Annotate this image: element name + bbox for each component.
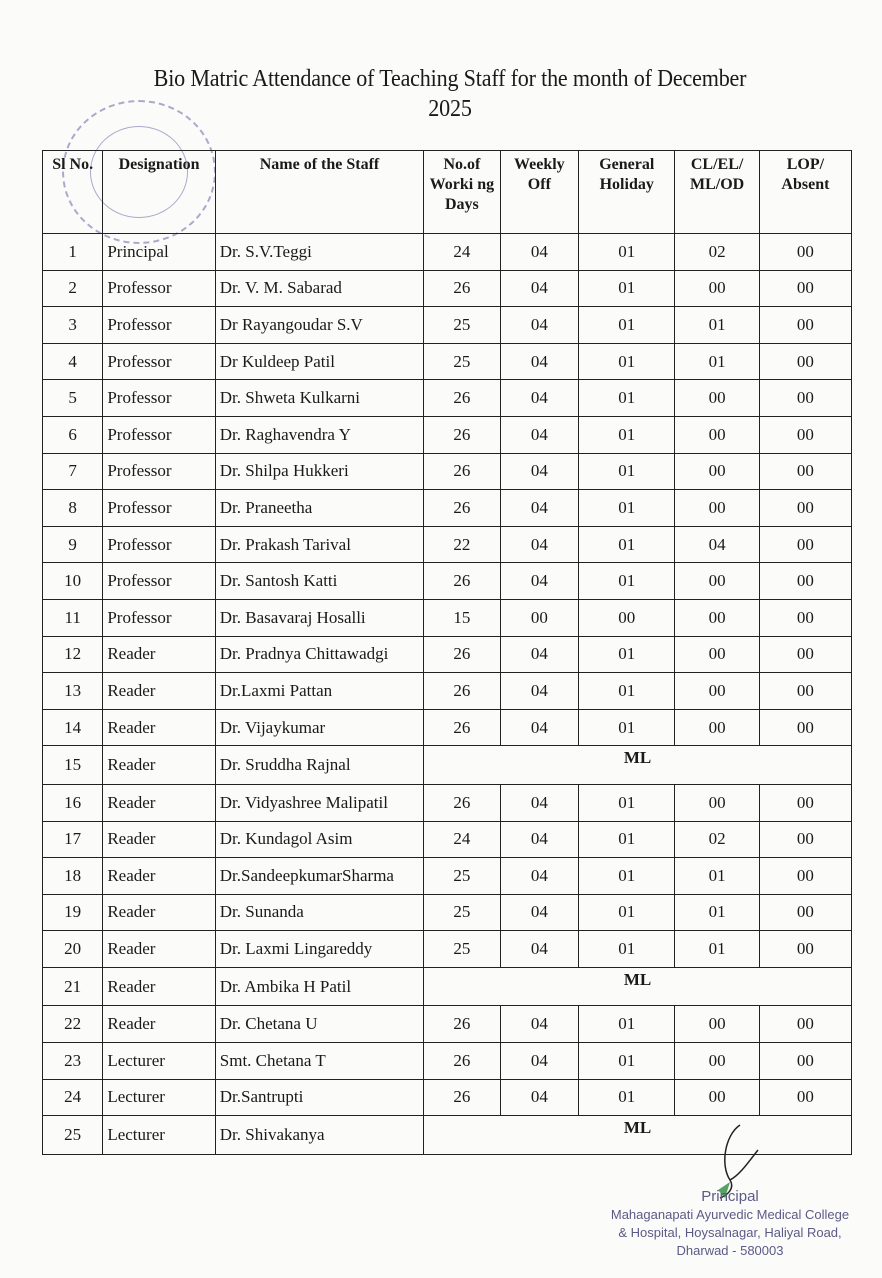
cell-designation: Professor	[103, 563, 215, 600]
cell-name: Dr. Vidyashree Malipatil	[215, 784, 423, 821]
cell-general-holiday: 01	[579, 343, 675, 380]
table-row	[43, 967, 852, 1006]
cell-leave: 00	[675, 784, 759, 821]
table-row	[43, 894, 852, 931]
cell-leave: 00	[675, 673, 759, 710]
cell-general-holiday: 01	[579, 234, 675, 271]
cell-name: Dr. Basavaraj Hosalli	[215, 599, 423, 636]
cell-lop-absent: 00	[759, 1043, 851, 1080]
cell-general-holiday: 01	[579, 453, 675, 490]
cell-general-holiday: 01	[579, 821, 675, 858]
cell-designation: Professor	[103, 453, 215, 490]
cell-name: Dr. Santosh Katti	[215, 563, 423, 600]
cell-weekly-off: 04	[500, 636, 579, 673]
cell-sl-no: 24	[43, 1079, 103, 1116]
cell-weekly-off: 04	[500, 784, 579, 821]
cell-lop-absent: 00	[759, 526, 851, 563]
cell-leave: 00	[675, 636, 759, 673]
cell-working-days: 26	[424, 673, 500, 710]
cell-general-holiday: 01	[579, 307, 675, 344]
cell-leave: 01	[675, 894, 759, 931]
cell-leave: 04	[675, 526, 759, 563]
cell-sl-no: 16	[43, 784, 103, 821]
cell-name: Dr. Kundagol Asim	[215, 821, 423, 858]
cell-leave: 01	[675, 858, 759, 895]
cell-weekly-off: 04	[500, 1079, 579, 1116]
title-line-2: 2025	[428, 96, 472, 122]
cell-weekly-off: 04	[500, 490, 579, 527]
cell-lop-absent: 00	[759, 709, 851, 746]
cell-leave: 00	[675, 416, 759, 453]
table-row	[43, 453, 852, 490]
cell-designation: Principal	[103, 234, 215, 271]
header-designation: Designation	[103, 151, 215, 234]
cell-designation: Reader	[103, 746, 215, 785]
table-row	[43, 416, 852, 453]
cell-general-holiday: 01	[579, 709, 675, 746]
cell-lop-absent: 00	[759, 343, 851, 380]
footer-role: Principal	[701, 1188, 759, 1205]
table-row	[43, 931, 852, 968]
cell-designation: Lecturer	[103, 1043, 215, 1080]
cell-sl-no: 8	[43, 490, 103, 527]
cell-designation: Professor	[103, 599, 215, 636]
cell-weekly-off: 04	[500, 270, 579, 307]
table-row	[43, 636, 852, 673]
cell-designation: Reader	[103, 894, 215, 931]
cell-designation: Lecturer	[103, 1116, 215, 1155]
cell-designation: Professor	[103, 270, 215, 307]
cell-leave: 00	[675, 1043, 759, 1080]
cell-general-holiday: 01	[579, 673, 675, 710]
table-row	[43, 380, 852, 417]
cell-designation: Professor	[103, 343, 215, 380]
cell-sl-no: 15	[43, 746, 103, 785]
cell-working-days: 26	[424, 636, 500, 673]
cell-lop-absent: 00	[759, 490, 851, 527]
cell-weekly-off: 04	[500, 673, 579, 710]
cell-general-holiday: 01	[579, 526, 675, 563]
cell-lop-absent: 00	[759, 931, 851, 968]
cell-name: Dr. Sunanda	[215, 894, 423, 931]
cell-lop-absent: 00	[759, 416, 851, 453]
cell-working-days: 25	[424, 343, 500, 380]
cell-designation: Reader	[103, 673, 215, 710]
cell-sl-no: 18	[43, 858, 103, 895]
cell-name: Dr. Shivakanya	[215, 1116, 423, 1155]
cell-designation: Professor	[103, 490, 215, 527]
cell-weekly-off: 04	[500, 380, 579, 417]
cell-lop-absent: 00	[759, 858, 851, 895]
cell-general-holiday: 01	[579, 1043, 675, 1080]
footer-line-3: Dharwad - 580003	[676, 1243, 784, 1258]
cell-working-days: 26	[424, 490, 500, 527]
cell-name: Dr. Praneetha	[215, 490, 423, 527]
cell-name: Dr. V. M. Sabarad	[215, 270, 423, 307]
cell-general-holiday: 01	[579, 784, 675, 821]
cell-leave-status: ML	[424, 967, 852, 1006]
cell-sl-no: 4	[43, 343, 103, 380]
cell-sl-no: 5	[43, 380, 103, 417]
cell-leave: 01	[675, 343, 759, 380]
cell-lop-absent: 00	[759, 563, 851, 600]
cell-lop-absent: 00	[759, 453, 851, 490]
cell-weekly-off: 04	[500, 931, 579, 968]
cell-leave: 00	[675, 270, 759, 307]
cell-general-holiday: 01	[579, 1006, 675, 1043]
table-header-row	[43, 151, 852, 234]
cell-sl-no: 11	[43, 599, 103, 636]
cell-name: Dr Kuldeep Patil	[215, 343, 423, 380]
attendance-table	[42, 150, 852, 1155]
cell-general-holiday: 01	[579, 1079, 675, 1116]
cell-leave: 00	[675, 1079, 759, 1116]
cell-designation: Reader	[103, 784, 215, 821]
cell-working-days: 26	[424, 270, 500, 307]
cell-lop-absent: 00	[759, 784, 851, 821]
cell-leave: 00	[675, 599, 759, 636]
cell-weekly-off: 04	[500, 343, 579, 380]
cell-general-holiday: 01	[579, 563, 675, 600]
cell-name: Dr. Sruddha Rajnal	[215, 746, 423, 785]
cell-lop-absent: 00	[759, 821, 851, 858]
cell-name: Dr.Laxmi Pattan	[215, 673, 423, 710]
header-leave: CL/EL/ ML/OD	[675, 151, 759, 234]
cell-sl-no: 19	[43, 894, 103, 931]
cell-designation: Reader	[103, 709, 215, 746]
footer-line-2: & Hospital, Hoysalnagar, Haliyal Road,	[618, 1225, 842, 1240]
cell-working-days: 22	[424, 526, 500, 563]
cell-leave: 00	[675, 563, 759, 600]
cell-sl-no: 9	[43, 526, 103, 563]
cell-working-days: 26	[424, 416, 500, 453]
cell-leave: 02	[675, 821, 759, 858]
cell-lop-absent: 00	[759, 1079, 851, 1116]
table-row	[43, 270, 852, 307]
cell-weekly-off: 04	[500, 821, 579, 858]
cell-name: Dr Rayangoudar S.V	[215, 307, 423, 344]
cell-weekly-off: 04	[500, 1043, 579, 1080]
cell-weekly-off: 04	[500, 1006, 579, 1043]
cell-designation: Professor	[103, 416, 215, 453]
table-row	[43, 1006, 852, 1043]
cell-lop-absent: 00	[759, 894, 851, 931]
cell-weekly-off: 04	[500, 858, 579, 895]
table-body	[43, 234, 852, 1155]
cell-sl-no: 2	[43, 270, 103, 307]
cell-lop-absent: 00	[759, 1006, 851, 1043]
cell-leave: 00	[675, 1006, 759, 1043]
table-row	[43, 858, 852, 895]
cell-designation: Reader	[103, 636, 215, 673]
table-row	[43, 343, 852, 380]
cell-sl-no: 10	[43, 563, 103, 600]
cell-sl-no: 12	[43, 636, 103, 673]
table-row	[43, 1043, 852, 1080]
cell-working-days: 26	[424, 563, 500, 600]
cell-working-days: 26	[424, 1006, 500, 1043]
cell-weekly-off: 04	[500, 894, 579, 931]
cell-designation: Reader	[103, 821, 215, 858]
cell-lop-absent: 00	[759, 234, 851, 271]
table-row	[43, 746, 852, 785]
cell-lop-absent: 00	[759, 270, 851, 307]
title-line-1: Bio Matric Attendance of Teaching Staff for the month of December	[153, 66, 747, 92]
cell-designation: Professor	[103, 526, 215, 563]
cell-weekly-off: 04	[500, 709, 579, 746]
cell-designation: Reader	[103, 931, 215, 968]
cell-lop-absent: 00	[759, 380, 851, 417]
cell-designation: Reader	[103, 967, 215, 1006]
cell-sl-no: 23	[43, 1043, 103, 1080]
cell-sl-no: 21	[43, 967, 103, 1006]
cell-leave: 02	[675, 234, 759, 271]
cell-lop-absent: 00	[759, 636, 851, 673]
cell-general-holiday: 01	[579, 380, 675, 417]
cell-leave-status: ML	[424, 1116, 852, 1155]
cell-leave: 01	[675, 931, 759, 968]
table-row	[43, 673, 852, 710]
cell-name: Dr. Pradnya Chittawadgi	[215, 636, 423, 673]
cell-leave: 00	[675, 453, 759, 490]
cell-name: Dr. Shilpa Hukkeri	[215, 453, 423, 490]
cell-weekly-off: 04	[500, 563, 579, 600]
cell-weekly-off: 04	[500, 416, 579, 453]
cell-designation: Professor	[103, 307, 215, 344]
cell-name: Dr. Vijaykumar	[215, 709, 423, 746]
cell-working-days: 15	[424, 599, 500, 636]
table-row	[43, 709, 852, 746]
cell-sl-no: 3	[43, 307, 103, 344]
cell-working-days: 24	[424, 821, 500, 858]
cell-working-days: 26	[424, 709, 500, 746]
table-row	[43, 821, 852, 858]
cell-name: Dr. S.V.Teggi	[215, 234, 423, 271]
cell-general-holiday: 01	[579, 270, 675, 307]
header-working-days: No.of Worki ng Days	[424, 151, 500, 234]
cell-leave-status: ML	[424, 746, 852, 785]
cell-sl-no: 1	[43, 234, 103, 271]
cell-name: Dr. Shweta Kulkarni	[215, 380, 423, 417]
cell-designation: Lecturer	[103, 1079, 215, 1116]
cell-weekly-off: 00	[500, 599, 579, 636]
cell-sl-no: 13	[43, 673, 103, 710]
cell-sl-no: 20	[43, 931, 103, 968]
cell-working-days: 25	[424, 931, 500, 968]
cell-name: Dr. Ambika H Patil	[215, 967, 423, 1006]
cell-sl-no: 7	[43, 453, 103, 490]
table-row	[43, 307, 852, 344]
cell-general-holiday: 01	[579, 931, 675, 968]
cell-sl-no: 6	[43, 416, 103, 453]
cell-weekly-off: 04	[500, 526, 579, 563]
table-row	[43, 784, 852, 821]
cell-lop-absent: 00	[759, 599, 851, 636]
cell-leave: 00	[675, 709, 759, 746]
principal-address-stamp	[580, 1188, 880, 1260]
cell-general-holiday: 01	[579, 894, 675, 931]
cell-name: Dr. Prakash Tarival	[215, 526, 423, 563]
cell-sl-no: 14	[43, 709, 103, 746]
cell-general-holiday: 00	[579, 599, 675, 636]
cell-general-holiday: 01	[579, 636, 675, 673]
cell-name: Dr. Raghavendra Y	[215, 416, 423, 453]
cell-leave: 00	[675, 380, 759, 417]
table-row	[43, 563, 852, 600]
cell-working-days: 26	[424, 380, 500, 417]
cell-weekly-off: 04	[500, 307, 579, 344]
header-general-holiday: General Holiday	[579, 151, 675, 234]
cell-designation: Reader	[103, 1006, 215, 1043]
cell-name: Dr. Laxmi Lingareddy	[215, 931, 423, 968]
table-row	[43, 1079, 852, 1116]
cell-working-days: 26	[424, 784, 500, 821]
table-row	[43, 526, 852, 563]
cell-designation: Professor	[103, 380, 215, 417]
cell-weekly-off: 04	[500, 453, 579, 490]
table-row	[43, 490, 852, 527]
cell-working-days: 25	[424, 858, 500, 895]
footer-line-1: Mahaganapati Ayurvedic Medical College	[610, 1207, 850, 1222]
cell-name: Dr.SandeepkumarSharma	[215, 858, 423, 895]
cell-sl-no: 17	[43, 821, 103, 858]
header-lop-absent: LOP/ Absent	[759, 151, 851, 234]
cell-name: Dr.Santrupti	[215, 1079, 423, 1116]
cell-working-days: 26	[424, 453, 500, 490]
cell-name: Smt. Chetana T	[215, 1043, 423, 1080]
cell-name: Dr. Chetana U	[215, 1006, 423, 1043]
cell-working-days: 24	[424, 234, 500, 271]
cell-working-days: 26	[424, 1079, 500, 1116]
table-row	[43, 234, 852, 271]
cell-working-days: 25	[424, 894, 500, 931]
cell-weekly-off: 04	[500, 234, 579, 271]
cell-leave: 01	[675, 307, 759, 344]
cell-sl-no: 22	[43, 1006, 103, 1043]
cell-general-holiday: 01	[579, 416, 675, 453]
table-row	[43, 599, 852, 636]
cell-lop-absent: 00	[759, 673, 851, 710]
cell-sl-no: 25	[43, 1116, 103, 1155]
cell-designation: Reader	[103, 858, 215, 895]
cell-lop-absent: 00	[759, 307, 851, 344]
cell-leave: 00	[675, 490, 759, 527]
header-sl-no: Sl No.	[43, 151, 103, 234]
cell-working-days: 26	[424, 1043, 500, 1080]
cell-general-holiday: 01	[579, 490, 675, 527]
cell-working-days: 25	[424, 307, 500, 344]
header-weekly-off: Weekly Off	[500, 151, 579, 234]
cell-general-holiday: 01	[579, 858, 675, 895]
header-name: Name of the Staff	[215, 151, 423, 234]
